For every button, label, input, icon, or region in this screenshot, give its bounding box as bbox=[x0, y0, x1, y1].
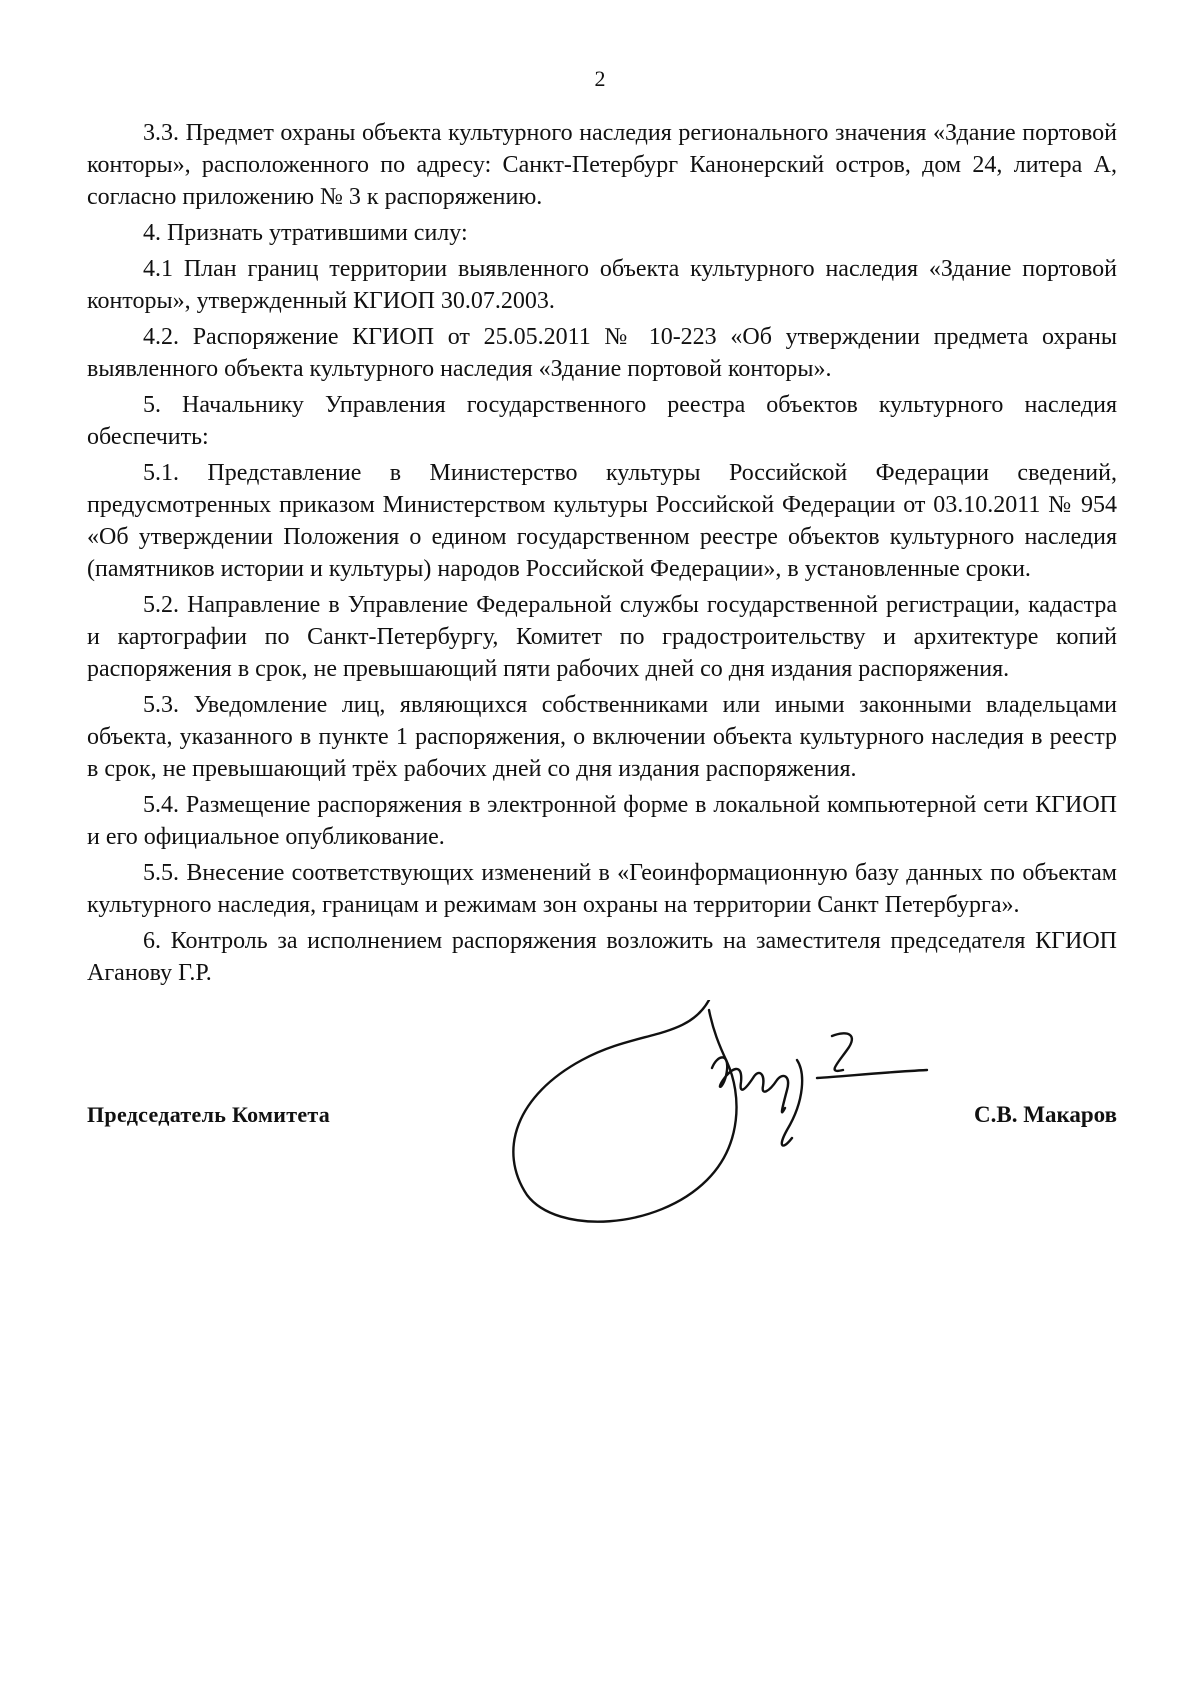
signatory-title: Председатель Комитета bbox=[87, 1102, 331, 1127]
paragraph-5-1: 5.1. Представление в Министерство культуры Российской Федерации сведений, предусмотренных приказом Министерством культуры Российской Федерации от 03.10.2011 № 954 «Об утверждении Положения о едином государственном реестре объектов культурного наследия (памятников истории и культуры) народов Российской Федерации», в установленные сроки. bbox=[87, 460, 1117, 582]
paragraph-4: 4. Признать утратившими силу: bbox=[143, 220, 468, 246]
handwritten-signature bbox=[487, 1000, 1047, 1240]
signature-block bbox=[87, 1000, 1117, 1160]
page-number: 2 bbox=[594, 66, 606, 91]
paragraph-5-2: 5.2. Направление в Управление Федеральной службы государственной регистрации, кадастра и картографии по Санкт-Петербургу, Комитет по градостроительству и архитектуре копий распоряжения в срок, не превышающий пяти рабочих дней со дня издания распоряжения. bbox=[87, 592, 1117, 682]
signatory-name: С.В. Макаров bbox=[974, 1102, 1117, 1127]
paragraph-5: 5. Начальнику Управления государственного реестра объектов культурного наследия обеспечить: bbox=[87, 392, 1117, 450]
paragraph-6: 6. Контроль за исполнением распоряжения возложить на заместителя председателя КГИОП Аганову Г.Р. bbox=[87, 928, 1117, 986]
document-body bbox=[87, 117, 1117, 993]
paragraph-4-1: 4.1 План границ территории выявленного объекта культурного наследия «Здание портовой конторы», утвержденный КГИОП 30.07.2003. bbox=[87, 256, 1117, 314]
paragraph-5-5: 5.5. Внесение соответствующих изменений в «Геоинформационную базу данных по объектам культурного наследия, границам и режимам зон охраны на территории Санкт Петербурга». bbox=[87, 860, 1117, 918]
paragraph-4-2: 4.2. Распоряжение КГИОП от 25.05.2011 № 10-223 «Об утверждении предмета охраны выявленного объекта культурного наследия «Здание портовой конторы». bbox=[87, 324, 1117, 382]
paragraph-5-3: 5.3. Уведомление лиц, являющихся собственниками или иными законными владельцами объекта, указанного в пункте 1 распоряжения, о включении объекта культурного наследия в реестр в срок, не превышающий трёх рабочих дней со дня издания распоряжения. bbox=[87, 692, 1117, 782]
paragraph-3-3: 3.3. Предмет охраны объекта культурного наследия регионального значения «Здание портовой конторы», расположенного по адресу: Санкт-Петербург Канонерский остров, дом 24, литера А, согласно приложению № 3 к распоряжению. bbox=[87, 120, 1117, 210]
paragraph-5-4: 5.4. Размещение распоряжения в электронной форме в локальной компьютерной сети КГИОП и его официальное опубликование. bbox=[87, 792, 1117, 850]
